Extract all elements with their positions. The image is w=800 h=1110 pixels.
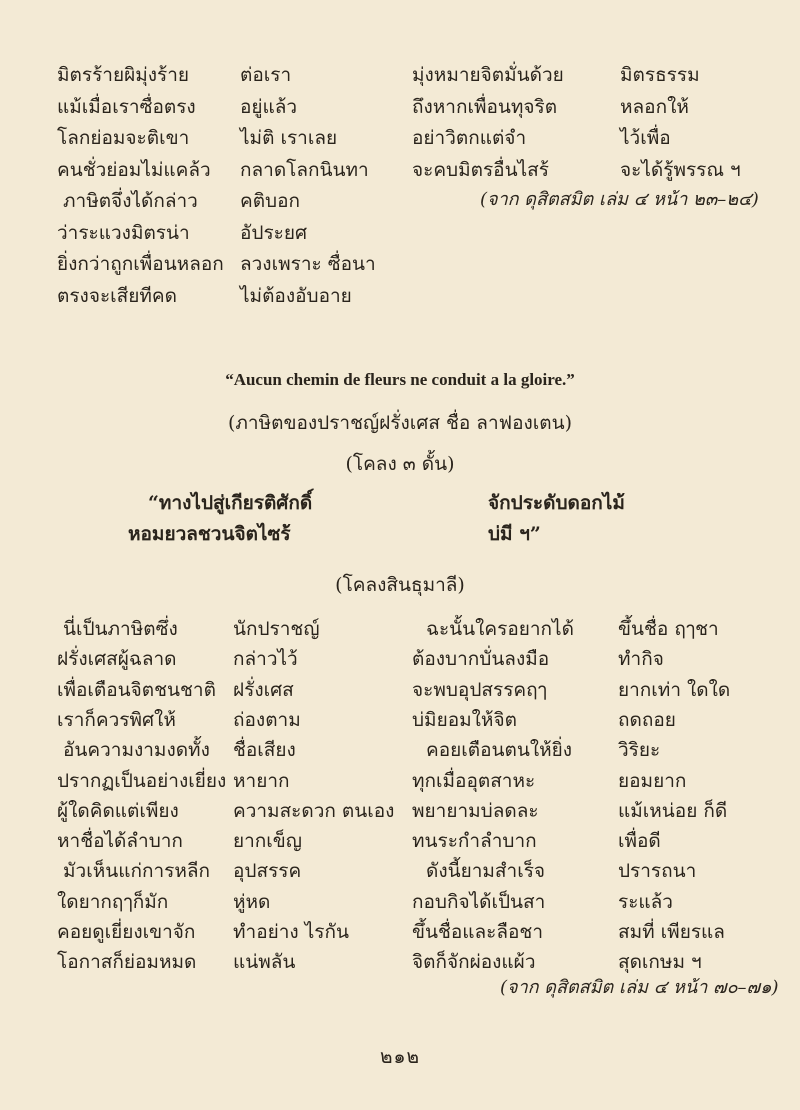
poem1-source: (จาก ดุสิตสมิต เล่ม ๔ หน้า ๒๓–๒๔): [480, 189, 759, 210]
verse-line: เพื่อดี: [618, 830, 661, 853]
verse-line: ปรากฏเป็นอย่างเยี่ยง: [57, 769, 227, 792]
verse-line: ถดถอย: [618, 708, 676, 731]
verse-line: แม้เหน่อย ก็ดี: [618, 799, 728, 822]
verse-line: กลาดโลกนินทา: [240, 158, 369, 181]
verse-line: อัประยศ: [240, 221, 308, 244]
verse-line: คอยดูเยี่ยงเขาจัก: [57, 921, 196, 943]
verse-line: ฝรั่งเศสผู้ฉลาด: [57, 648, 177, 671]
verse-line: ยิ่งกว่าถูกเพื่อนหลอก: [57, 253, 224, 275]
khlong-line-1a: “ทางไปสู่เกียรติศักดิ์: [148, 492, 313, 514]
verse-line: เราก็ควรพิศให้: [57, 708, 176, 731]
verse-line: ทำอย่าง ไรกัน: [233, 921, 349, 943]
verse-line: ใดยากฤๅก็มัก: [57, 890, 169, 913]
verse-line: เพื่อเตือนจิตชนชาติ: [57, 678, 216, 701]
verse-line: ถึงหากเพื่อนทุจริต: [412, 95, 558, 118]
verse-line: บ่มิยอมให้จิต: [412, 708, 517, 731]
verse-line: โอกาสก็ย่อมหมด: [57, 951, 197, 974]
verse-line: มัวเห็นแก่การหลีก: [63, 860, 210, 883]
french-quote: “Aucun chemin de fleurs ne conduit a la gloire.”: [225, 370, 575, 389]
verse-line: จะพบอุปสรรคฤๅ: [412, 678, 547, 701]
verse-line: วิริยะ: [618, 739, 661, 762]
verse-line: โลกย่อมจะติเขา: [57, 127, 190, 149]
verse-line: มุ่งหมายจิตมั่นด้วย: [412, 64, 564, 86]
verse-line: ขึ้นชื่อ ฤๅชา: [618, 618, 719, 640]
verse-line: ระแล้ว: [618, 890, 673, 913]
verse-line: ภาษิตจึ่งได้กล่าว: [63, 190, 198, 212]
verse-line: แม้เมื่อเราซื่อตรง: [57, 95, 196, 118]
khlong-line-2a: หอมยวลชวนจิตไซร้: [128, 523, 291, 545]
verse-line: นักปราชญ์: [233, 618, 320, 640]
verse-line: ความสะดวก ตนเอง: [233, 799, 395, 822]
verse-line: ฉะนั้นใครอยากได้: [426, 618, 574, 640]
page-number: ๒๑๒: [379, 1046, 421, 1068]
verse-line: หาชื่อได้ลำบาก: [57, 830, 183, 853]
verse-line: นี่เป็นภาษิตซึ่ง: [63, 618, 178, 640]
verse-line: อยู่แล้ว: [240, 95, 298, 118]
verse-line: ว่าระแวงมิตรน่า: [57, 221, 190, 244]
verse-line: กล่าวไว้: [233, 648, 298, 671]
verse-line: ขึ้นชื่อและลือชา: [412, 921, 543, 943]
khlong-title: (โคลง ๓ ดั้น): [345, 453, 455, 475]
khlong-line-2b: บ่มี ฯ”: [488, 523, 541, 545]
verse-line: คนชั่วย่อมไม่แคล้ว: [57, 158, 211, 181]
verse-line: หลอกให้: [620, 95, 689, 118]
quote-attribution: (ภาษิตของปราชญ์ฝรั่งเศส ชื่อ ลาฟองเตน): [227, 412, 572, 434]
verse-line: หู่หด: [233, 890, 271, 913]
verse-line: มิตรร้ายผิมุ่งร้าย: [57, 64, 190, 86]
verse-line: อันความงามงดทั้ง: [63, 739, 210, 762]
verse-line: จิตก็จักผ่องแผ้ว: [412, 951, 536, 974]
verse-line: ตรงจะเสียทีคด: [57, 284, 177, 307]
verse-line: แน่พลัน: [233, 951, 296, 974]
verse-line: ไว้เพื่อ: [620, 127, 671, 149]
verse-line: ถ่องตาม: [233, 708, 301, 731]
khlong-line-1b: จักประดับดอกไม้: [488, 492, 625, 514]
verse-line: กอบกิจได้เป็นสา: [412, 890, 546, 913]
verse-line: ไม่ติ เราเลย: [240, 127, 338, 149]
verse-line: ต้องบากบั่นลงมือ: [412, 648, 550, 671]
verse-line: อย่าวิตกแต่จำ: [412, 127, 527, 149]
verse-line: ลวงเพราะ ซื่อนา: [240, 253, 376, 275]
verse-line: สมที่ เพียรแล: [618, 921, 725, 943]
verse-line: มิตรธรรม: [620, 64, 700, 86]
verse-line: คอยเตือนตนให้ยิ่ง: [426, 739, 573, 762]
verse-line: หายาก: [233, 769, 290, 792]
verse-line: ผู้ใดคิดแต่เพียง: [57, 799, 179, 822]
verse-line: ปรารถนา: [618, 860, 697, 883]
verse-line: อุปสรรค: [233, 860, 302, 883]
sindhumali-title: (โคลงสินธุมาลี): [335, 574, 465, 596]
verse-line: ฝรั่งเศส: [233, 678, 294, 701]
poem2-source: (จาก ดุสิตสมิต เล่ม ๔ หน้า ๗๐–๗๑): [500, 977, 779, 998]
verse-line: ยากเข็ญ: [233, 830, 302, 853]
verse-line: ต่อเรา: [240, 64, 292, 86]
verse-line: ยากเท่า ใดใด: [618, 678, 731, 701]
verse-line: คติบอก: [240, 190, 301, 212]
verse-line: ยอมยาก: [618, 769, 687, 792]
verse-line: ทุกเมื่ออุตสาหะ: [412, 769, 536, 792]
verse-line: จะคบมิตรอื่นไสร้: [412, 158, 549, 181]
verse-line: ชื่อเสียง: [233, 739, 296, 762]
verse-line: ไม่ต้องอับอาย: [240, 284, 352, 307]
verse-line: ทำกิจ: [618, 648, 664, 671]
verse-line: ทนระกำลำบาก: [412, 830, 537, 853]
verse-line: พยายามบ่ลดละ: [412, 799, 539, 822]
verse-line: จะได้รู้พรรณ ฯ: [620, 158, 741, 181]
verse-line: สุดเกษม ฯ: [618, 951, 702, 974]
verse-line: ดังนี้ยามสำเร็จ: [426, 860, 546, 883]
